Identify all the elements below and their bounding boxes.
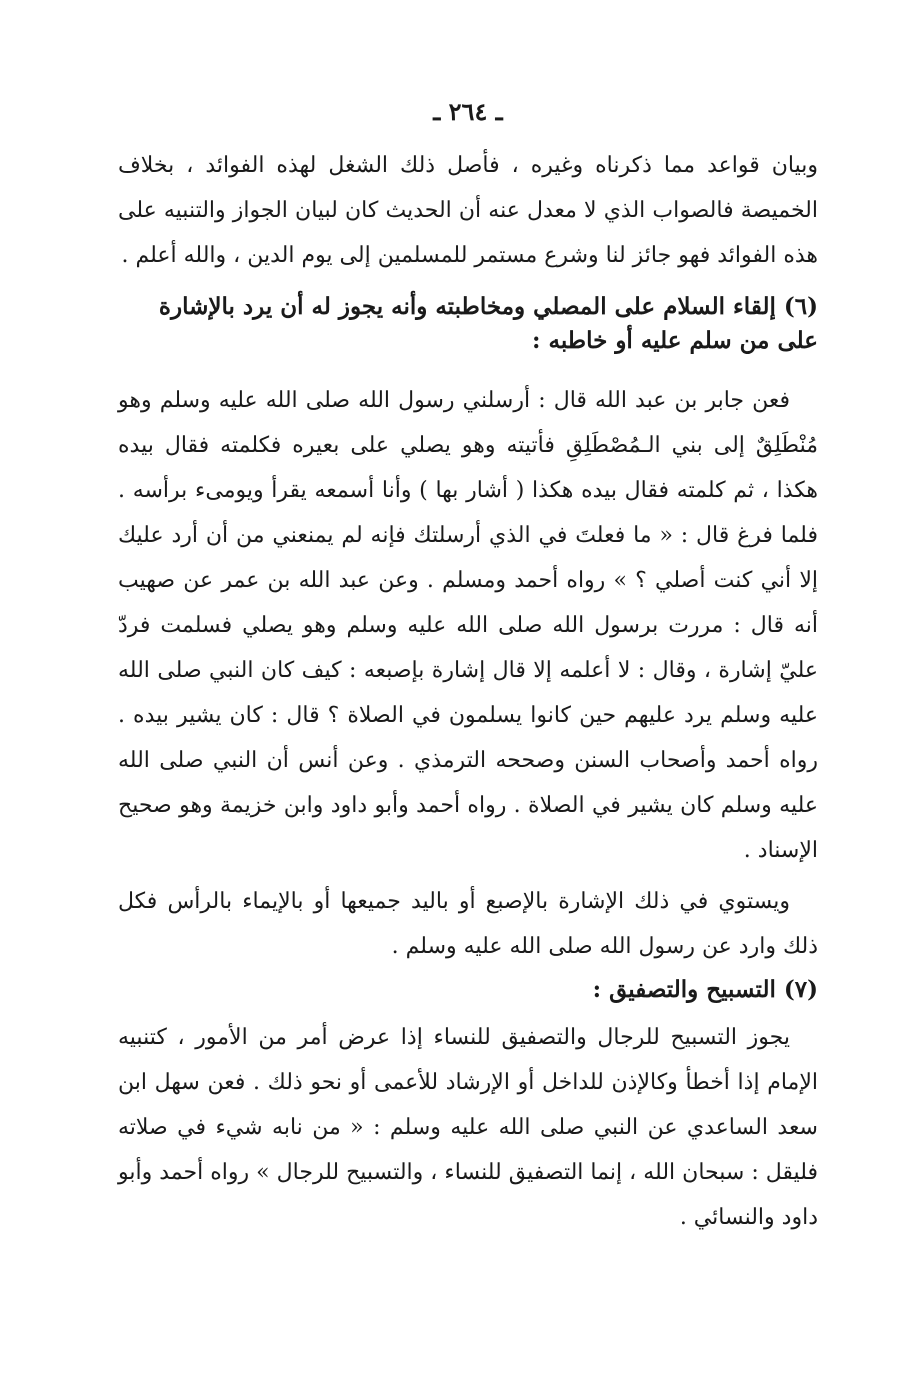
- paragraph-section6-note: ويستوي في ذلك الإشارة بالإصبع أو باليد جميعها أو بالإيماء بالرأس فكل ذلك وارد عن رسول الله صلى الله عليه وسلم .: [118, 889, 818, 959]
- section-heading-6: [118, 290, 818, 358]
- section-title-7: التسبيح والتصفيق :: [592, 976, 776, 1003]
- paragraph-section7: يجوز التسبيح للرجال والتصفيق للنساء إذا عرض أمر من الأمور ، كتنبيه الإمام إذا أخطأ وكالإذن للداخل أو الإرشاد للأعمى أو نحو ذلك . فعن سهل ابن سعد الساعدي عن النبي صلى الله عليه وسلم : « من نابه شيء في صلاته فليقل : سبحان الله ، إنما التصفيق للنساء ، والتسبيح للرجال » رواه أحمد وأبو داود والنسائي .: [118, 1025, 818, 1230]
- page-number: ـ ٢٦٤ ـ: [433, 97, 503, 126]
- section-number-6: (٦): [783, 293, 818, 320]
- paragraph-section6-hadith: فعن جابر بن عبد الله قال : أرسلني رسول الله صلى الله عليه وسلم وهو مُنْطَلِقٌ إلى بني الـمُصْطَلِقِ فأتيته وهو يصلي على بعيره فكلمته فقال بيده هكذا ، ثم كلمته فقال بيده هكذا ( أشار بها ) وأنا أسمعه يقرأ ويومىء برأسه . فلما فرغ قال : « ما فعلتَ في الذي أرسلتك فإنه لم يمنعني من أن أرد عليك إلا أني كنت أصلي ؟ » رواه أحمد ومسلم . وعن عبد الله بن عمر عن صهيب أنه قال : مررت برسول الله صلى الله عليه وسلم وهو يصلي فسلمت فردّ عليّ إشارة ، وقال : لا أعلمه إلا قال إشارة بإصبعه : كيف كان النبي صلى الله عليه وسلم يرد عليهم حين كانوا يسلمون في الصلاة ؟ قال : كان يشير بيده . رواه أحمد وأصحاب السنن وصححه الترمذي . وعن أنس أن النبي صلى الله عليه وسلم كان يشير في الصلاة . رواه أحمد وأبو داود وابن خزيمة وهو صحيح الإسناد .: [118, 388, 818, 863]
- section-number-7: (٧): [783, 976, 818, 1003]
- paragraph-intro: وبيان قواعد مما ذكرناه وغيره ، فأصل ذلك الشغل لهذه الفوائد ، بخلاف الخميصة فالصواب الذي لا معدل عنه أن الحديث كان لبيان الجواز والتنبيه على هذه الفوائد فهو جائز لنا وشرع مستمر للمسلمين إلى يوم الدين ، والله أعلم .: [118, 153, 818, 268]
- section-heading-7: [118, 973, 818, 1007]
- section-title-6: إلقاء السلام على المصلي ومخاطبته وأنه يجوز له أن يرد بالإشارة على من سلم عليه أو خاطبه :: [158, 293, 818, 354]
- book-page: [118, 95, 818, 1345]
